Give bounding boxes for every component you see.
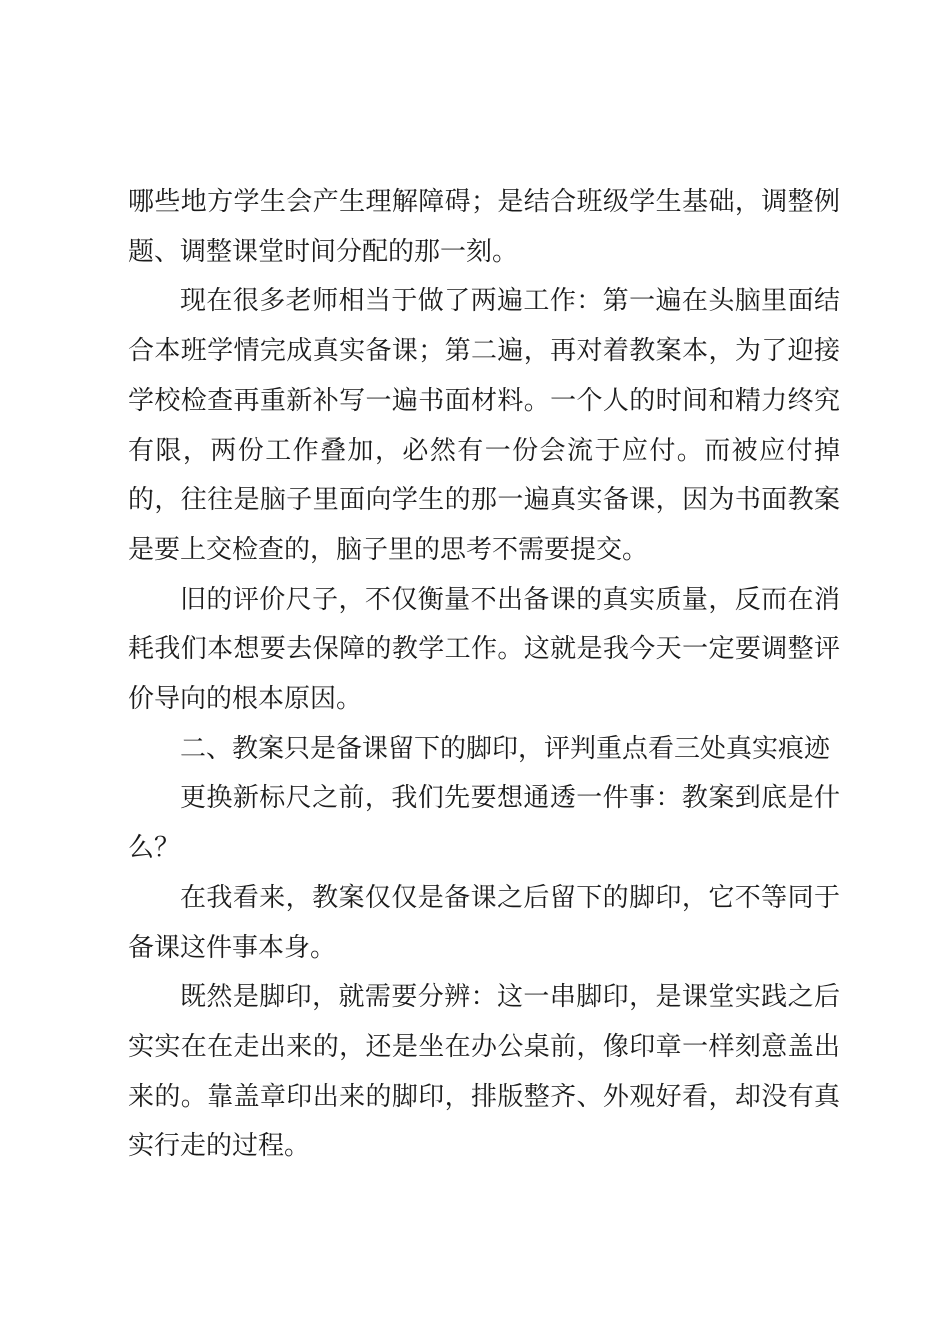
paragraph: 在我看来，教案仅仅是备课之后留下的脚印，它不等同于备课这件事本身。 [128, 882, 840, 963]
paragraph: 现在很多老师相当于做了两遍工作：第一遍在头脑里面结合本班学情完成真实备课；第二遍，再对着教案本，为了迎接学校检查再重新补写一遍书面材料。一个人的时间和精力终究有限，两份工作叠加，必然有一份会流于应付。而被应付掉的，往往是脑子里面向学生的那一遍真实备课，因为书面教案是要上交检查的，脑子里的思考不需要提交。 [128, 286, 840, 565]
paragraph: 更换新标尺之前，我们先要想通透一件事：教案到底是什么？ [128, 783, 840, 864]
section-heading: 二、教案只是备课留下的脚印，评判重点看三处真实痕迹 [180, 733, 831, 764]
paragraph: 旧的评价尺子，不仅衡量不出备课的真实质量，反而在消耗我们本想要去保障的教学工作。这就是我今天一定要调整评价导向的根本原因。 [128, 584, 840, 715]
paragraph: 哪些地方学生会产生理解障碍；是结合班级学生基础，调整例题、调整课堂时间分配的那一刻。 [128, 187, 840, 267]
document-body [128, 178, 840, 1172]
paragraph: 既然是脚印，就需要分辨：这一串脚印，是课堂实践之后实实在在走出来的，还是坐在办公桌前，像印章一样刻意盖出来的。靠盖章印出来的脚印，排版整齐、外观好看，却没有真实行走的过程。 [128, 982, 840, 1162]
